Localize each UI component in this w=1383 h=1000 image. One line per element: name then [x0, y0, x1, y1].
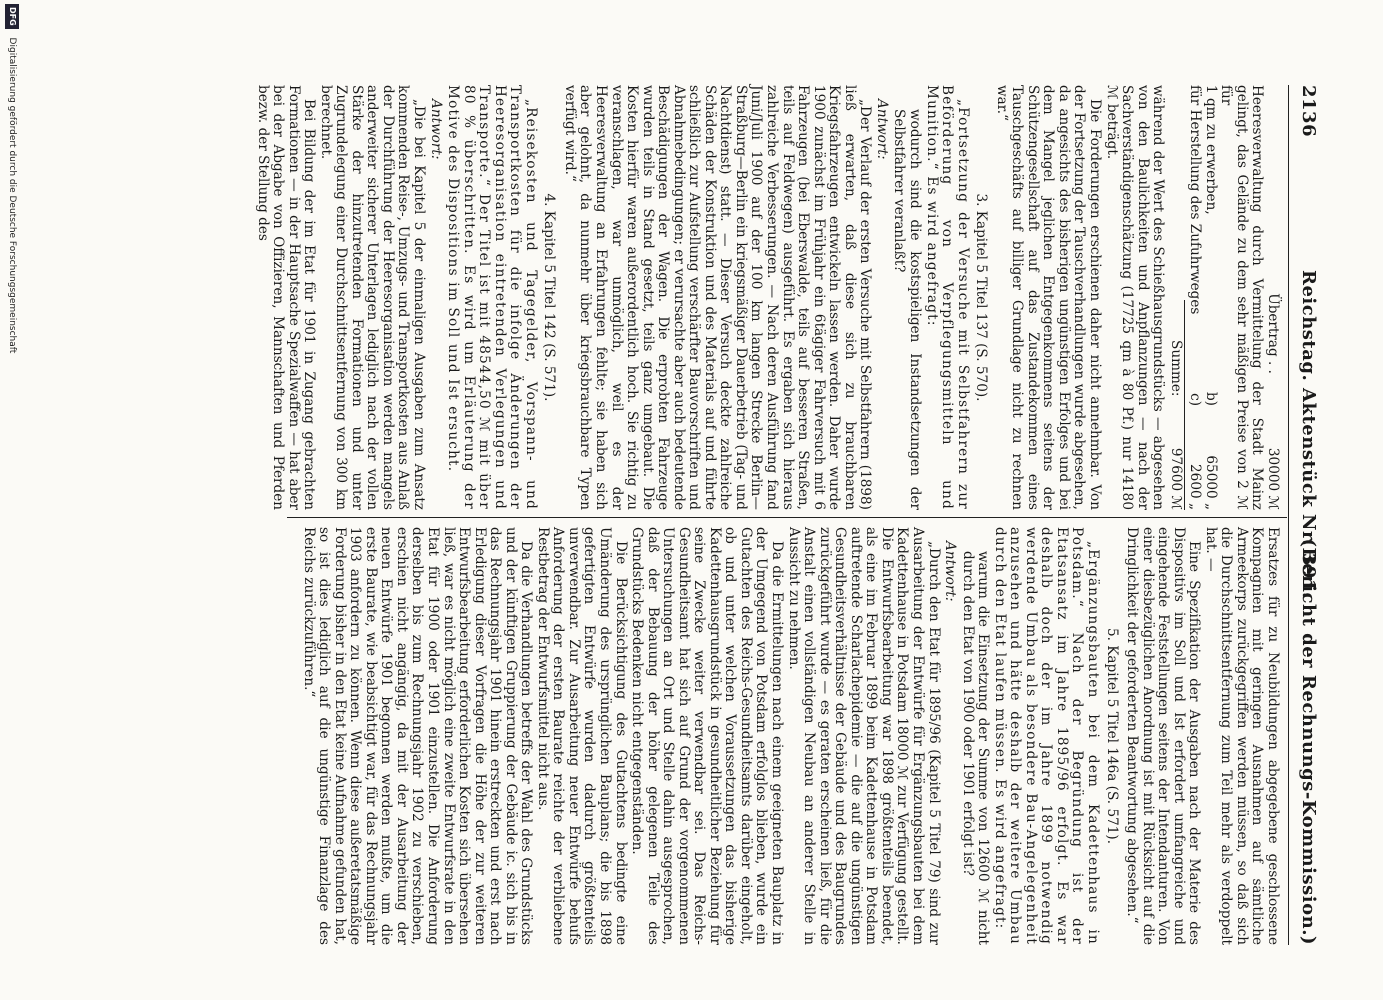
question-text: „Fortsetzung der Versuche mit Selbstfahrern zur Beförderung von Verpflegungsmitteln und Munition.“ Es wird angefragt: [923, 85, 971, 510]
section-heading: 5. Kapitel 5 Titel 146a (S. 571). [1103, 627, 1120, 845]
cost-b-label: 1 qm zu erwerben, [1202, 85, 1219, 215]
question-text: „Reisekosten und Tagegelder, Vorspann- und Transportkosten für die infolge Änderungen der Heeresorganisation eintretenden Verlegungen und Transporte.“ Der Titel ist mit 48544,50 ℳ mit über 80 % überschritten. Es wird um Erläuterung der Motive des Dispositions im Soll und Ist ersucht. [445, 85, 539, 510]
answer-text: „Die bei Kapitel 5 der einmaligen Ausgaben zum Ansatz kommenden Reise-, Umzugs- und Transportkosten aus Anlaß der Durchführung der Heeresorganisation werden mangels anderweiter sicherer Unterlagen lediglich nach der vollen Stärke der hinzutretenden Formationen und unter Zugrundelegung einer Durchschnittsentfernung von 300 km berechnet. [317, 85, 428, 510]
cost-table [1187, 85, 1280, 510]
right-column [299, 527, 1280, 945]
page-number: 2136 [1298, 85, 1319, 138]
left-column [253, 85, 1280, 510]
section-title: (Bericht der Rechnungs-Kommission.) [1298, 538, 1319, 945]
carry-amount: 30000 ℳ [1265, 447, 1281, 510]
answer-text: Die Berücksichtigung des Gutachtens bedingte eine Umänderung des ursprünglichen Bauplans; die bis 1898 gefertigten Entwürfe wurden dadurch größtenteils unverwendbar. Zur Ausarbeitung neuer Entwürfe behufs Anforderung der ersten Baurate reichte der verbliebene Restbetrag der Entwurfsmittel nicht aus. [534, 527, 629, 945]
digitization-footer [0, 0, 20, 1000]
digitization-credit: Digitalisierung gefördert durch die Deutsche Forschungsgemeinschaft [7, 37, 17, 354]
cost-row-intro [1218, 85, 1265, 510]
cost-b-amount: 65000 „ [1202, 455, 1219, 510]
answer-text: Da die Ermittelungen nach einem geeigneten Bauplatz in der Umgegend von Potsdam erfolglos blieben, wurde ein Gutachten des Reichs-Gesundheitsamts darüber eingeholt, ob und unter welchen Voraussetzungen das bisherige Kadettenhausgrundstück in gesundheitlicher Beziehung für seine Zwecke weiter verwendbar sei. Das Reichs-Gesundheitsamt hat sich auf Grund der vorgenommenen Untersuchungen an Ort und Stelle dahin ausgesprochen, daß der Bebauung der höher gelegenen Teile des Grundstücks Bedenken nicht entgegenständen. [629, 527, 786, 945]
answer-label: Antwort: [427, 99, 444, 160]
question-text: „Ergänzungsbauten bei dem Kadettenhaus in Potsdam.“ Nach der Begründung ist der Etatsansatz im Jahre 1895/96 erfolgt. Es war deshalb doch der im Jahre 1899 notwendig werdende Umbau als besondere Bau-Angelegenheit anzusehen und hätte deshalb der weitere Umbau durch den Etat laufen müssen. Es wird angefragt: [991, 527, 1101, 945]
paragraph: Die Forderungen erschienen daher nicht annehmbar. Von der Fortsetzung der Tauschverhandlungen wurde abgesehen, da angesichts des bisherigen ungünstigen Erfolges und bei dem Mangel jeglichen Entgegenkommens seitens der Schützengesellschaft auf das Zustandekommen eines Tauschgeschäfts auf billiger Grundlage nicht zu rechnen war.“ [993, 85, 1103, 510]
sum-label: Summe: [1167, 340, 1184, 397]
section-heading: 3. Kapitel 5 Titel 137 (S. 570). [973, 193, 990, 402]
paragraph: Ersatzes für zu Neubildungen abgegebene geschlossene Kompagnien mit geringen Ausnahmen auf sämtliche Armeekorps zurückgegriffen werden müssen, so daß sich die Durchschnittsentfernung zum Teil mehr als verdoppelt hat. — [1202, 527, 1281, 945]
section-heading: 4. Kapitel 5 Titel 142 (S. 571). [541, 193, 558, 402]
paragraph: Eine Spezifikation der Ausgaben nach der Materie des Dispositivs im Soll und Ist erfordert umfangreiche und eingehende Feststellungen seitens der Intendanturen. Von einer diesbezüglichen Anordnung ist mit Rücksicht auf die Dringlichkeit der geforderten Beantwortung abgesehen.“ [1124, 527, 1203, 945]
question-text: wodurch sind die kostspieligen Instandsetzungen der Selbstfahrer veranlaßt? [891, 109, 923, 510]
answer-label: Antwort: [942, 541, 959, 602]
cost-sum [1167, 300, 1185, 510]
header-rule [1288, 85, 1289, 945]
answer-text: „Der Verlauf der ersten Versuche mit Selbstfahrern (1898) ließ erwarten, daß diese sich zu brauchbaren Kriegsfahrzeugen entwickeln lassen werden. Daher wurde 1900 zunächst im Frühjahr ein 6tägiger Fahrversuch mit 6 Fahrzeugen (bei Eberswalde, teils auf besseren Straßen, teils auf Feldwegen) ausgeführt. Es ergaben sich hieraus zahlreiche Verbesserungen. — Nach deren Ausführung fand Juni/Juli 1900 auf der 100 km langen Strecke Berlin—Straßburg—Berlin ein kriegsmäßiger Dauerbetrieb (Tag- und Nachtdienst) statt. — Dieser Versuch deckte zahlreiche Schäden der Konstruktion und des Materials auf und führte schließlich zur Aufstellung verschärfter Bauvorschriften und Abnahmebedingungen; er verursachte aber auch bedeutende Beschädigungen der Wagen. Die erprobten Fahrzeuge wurden teils in Stand gesetzt, teils ganz umgebaut. Die Kosten hierfür waren außerordentlich hoch. Sie richtig zu veranschlagen, war unmöglich, weil es der Heeresverwaltung an Erfahrungen fehlte; sie haben sich aber gelohnt, da nunmehr über kriegsbrauchbare Typen verfügt wird.“ [561, 85, 874, 510]
carry-label: Übertrag . . [1265, 293, 1281, 374]
cost-c-label: für Herstellung des Zufuhrweges [1187, 85, 1204, 315]
cost-row-b [1202, 85, 1218, 510]
cost-intro: Heeresverwaltung durch Vermittelung der Stadt Mainz gelingt, das Gelände zu dem sehr mäßigen Preise von 2 ℳ für [1218, 85, 1266, 510]
column-divider [287, 517, 1287, 518]
answer-label: Antwort: [873, 99, 890, 160]
answer-text: „Durch den Etat für 1895/96 (Kapitel 5 Titel 79) sind zur Ausarbeitung der Entwürfe für Ergänzungsbauten bei dem Kadettenhause in Potsdam 18000 ℳ zur Verfügung gestellt. Die Entwurfsbearbeitung war 1898 größtenteils beendet, als eine im Februar 1899 beim Kadettenhause in Potsdam auftretende Scharlachepidemie — die auf die ungünstigen Gesundheitsverhältnisse der Gebäude und des Baugrundes zurückgeführt wurde — es geraten erscheinen ließ, für die Anstalt einen vollständigen Neubau an anderer Stelle in Aussicht zu nehmen. [785, 527, 942, 945]
dfg-logo: DFG [5, 4, 19, 29]
cost-row-c [1187, 85, 1203, 510]
sum-amount: 97600 ℳ [1167, 447, 1184, 510]
page-title: Reichstag. Aktenstück Nr. 391. [1298, 270, 1319, 599]
answer-text: Da die Verhandlungen betreffs der Wahl des Grundstücks und der künftigen Gruppierung der Gebäude ic. sich bis in das Rechnungsjahr 1901 hinein erstreckten und erst nach Erledigung dieser Vorfragen die Höhe der zur weiteren Entwurfsbearbeitung erforderlichen Kosten sich übersehen ließ, war es nicht möglich eine zweite Entwurfsrate in den Etat für 1900 oder 1901 einzustellen. Die Anforderung derselben bis zum Rechnungsjahr 1902 zu verschieben, erschien nicht angängig, da mit der Ausarbeitung der neuen Entwürfe 1901 begonnen werden mußte, um die erste Baurate, wie beabsichtigt war, für das Rechnungsjahr 1903 anfordern zu können. Wenn diese außeretatsmäßige Forderung bisher in den Etat keine Aufnahme gefunden hat, so ist dies lediglich auf die ungünstige Finanzlage des Reichs zurückzuführen.“ [300, 527, 535, 945]
cost-c-amount: 2600 „ [1187, 464, 1204, 510]
answer-text: Bei Bildung der im Etat für 1901 in Zugang gebrachten Formationen — in der Hauptsache Spezialwaffen — hat aber bei der Abgabe von Offizieren, Mannschaften und Pferden bezw. der Stellung des [254, 85, 318, 510]
paragraph: während der Wert des Schießhausgrundstücks — abgesehen von den Baulichkeiten und Anpflanzungen — nach der Sachverständigenschätzung (17725 qm à 80 Pf.) nur 14180 ℳ beträgt. [1103, 85, 1167, 510]
cost-c-key: c) [1187, 393, 1204, 406]
question-text: warum die Einsetzung der Summe von 12600 ℳ nicht durch den Etat von 1900 oder 1901 erfolgt ist? [959, 551, 992, 945]
cost-row-carry [1264, 85, 1280, 510]
page-header [1291, 85, 1321, 945]
cost-b-key: b) [1202, 391, 1219, 406]
